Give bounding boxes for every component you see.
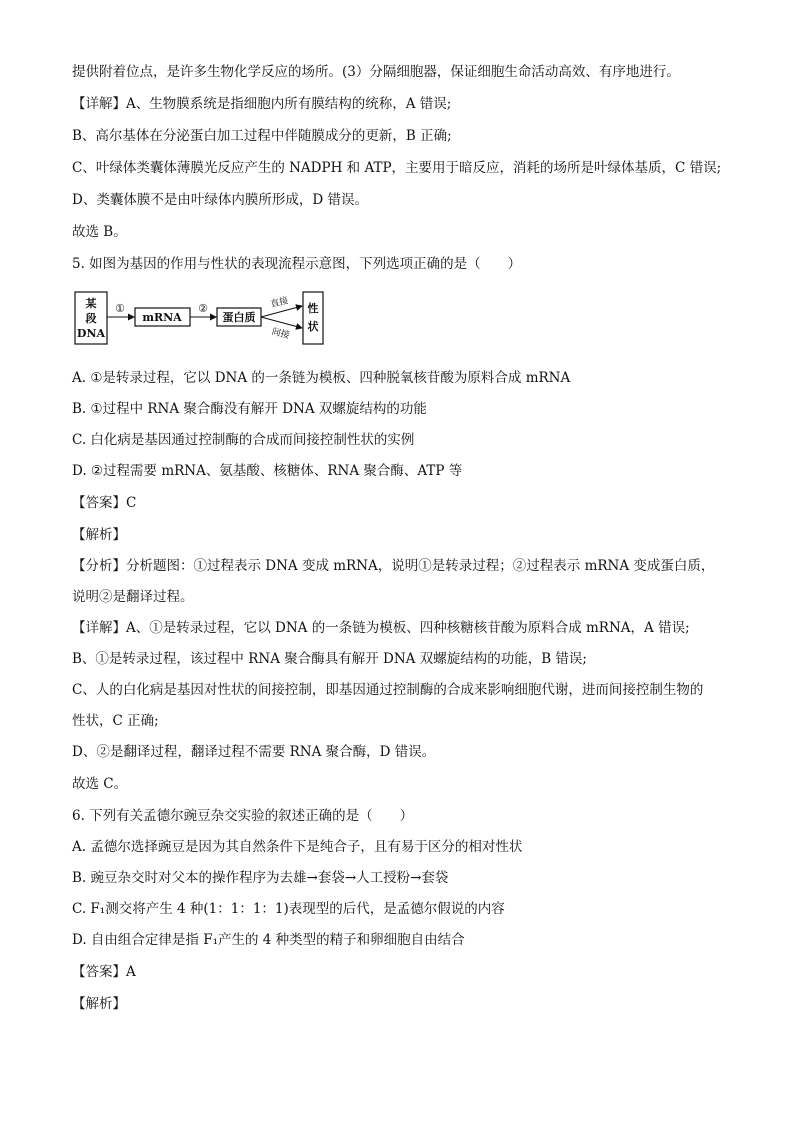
text-line: 故选 C。 bbox=[72, 776, 128, 792]
indirect-label: 间接 bbox=[270, 327, 291, 342]
trait-box bbox=[303, 292, 323, 344]
text-line: D、②是翻译过程，翻译过程不需要 RNA 聚合酶，D 错误。 bbox=[72, 744, 436, 760]
option-c: C. 白化病是基因通过控制酶的合成而间接控制性状的实例 bbox=[72, 432, 415, 448]
text-line: C、人的白化病是基因对性状的间接控制，即基因通过控制酶的合成来影响细胞代谢，进而间接控制生物的 bbox=[72, 682, 704, 698]
direct-label: 直接 bbox=[269, 296, 290, 311]
answer-label: 【答案】A bbox=[72, 964, 136, 980]
indirect-arrow bbox=[261, 317, 302, 328]
text-line: 性状，C 正确; bbox=[72, 713, 159, 729]
dna-box-line3: DNA bbox=[76, 327, 106, 340]
question-6-stem: 6. 下列有关孟德尔豌豆杂交实验的叙述正确的是（ ） bbox=[72, 808, 414, 824]
option-d: D. 自由组合定律是指 F₁产生的 4 种类型的精子和卵细胞自由结合 bbox=[72, 932, 465, 948]
option-b: B. ①过程中 RNA 聚合酶没有解开 DNA 双螺旋结构的功能 bbox=[72, 401, 427, 417]
analysis-label: 【解析】 bbox=[72, 527, 126, 543]
text-line: B、高尔基体在分泌蛋白加工过程中伴随膜成分的更新，B 正确; bbox=[72, 128, 452, 144]
question-5-stem: 5. 如图为基因的作用与性状的表现流程示意图，下列选项正确的是（ ） bbox=[72, 256, 522, 272]
protein-label: 蛋白质 bbox=[222, 311, 256, 324]
flow-diagram-svg bbox=[74, 286, 334, 348]
text-line: B、①是转录过程，该过程中 RNA 聚合酶具有解开 DNA 双螺旋结构的功能，B 错误; bbox=[72, 651, 587, 667]
option-b: B. 豌豆杂交时对父本的操作程序为去雄→套袋→人工授粉→套袋 bbox=[72, 870, 449, 886]
dna-box-line2: 段 bbox=[85, 312, 97, 325]
analysis-label: 【解析】 bbox=[72, 996, 126, 1012]
trait-box-line1: 性 bbox=[307, 302, 319, 315]
text-line: 【详解】A、①是转录过程，它以 DNA 的一条链为模板、四种核糖核苷酸为原料合成 mRNA，A 错误; bbox=[72, 620, 690, 636]
text-line: 说明②是翻译过程。 bbox=[72, 589, 194, 605]
trait-box-line2: 状 bbox=[307, 320, 319, 333]
text-line: 【分析】分析题图：①过程表示 DNA 变成 mRNA，说明①是转录过程；②过程表示 mRNA 变成蛋白质， bbox=[72, 558, 715, 574]
text-line: 提供附着位点，是许多生物化学反应的场所。(3）分隔细胞器，保证细胞生命活动高效、有序地进行。 bbox=[72, 64, 680, 80]
dna-box-line1: 某 bbox=[85, 297, 97, 310]
text-line: C、叶绿体类囊体薄膜光反应产生的 NADPH 和 ATP，主要用于暗反应，消耗的场所是叶绿体基质，C 错误; bbox=[72, 160, 722, 176]
text-line: D、类囊体膜不是由叶绿体内膜所形成，D 错误。 bbox=[72, 192, 368, 208]
text-line: 故选 B。 bbox=[72, 224, 127, 240]
text-line: 【详解】A、生物膜系统是指细胞内所有膜结构的统称，A 错误; bbox=[72, 96, 452, 112]
step-2-label: ② bbox=[198, 302, 208, 315]
option-a: A. ①是转录过程，它以 DNA 的一条链为模板、四种脱氧核苷酸为原料合成 mRNA bbox=[72, 370, 571, 386]
step-1-label: ① bbox=[115, 302, 125, 315]
option-c: C. F₁测交将产生 4 种(1：1：1：1)表现型的后代，是孟德尔假说的内容 bbox=[72, 901, 505, 917]
gene-expression-diagram bbox=[74, 286, 334, 348]
answer-label: 【答案】C bbox=[72, 495, 137, 511]
option-d: D. ②过程需要 mRNA、氨基酸、核糖体、RNA 聚合酶、ATP 等 bbox=[72, 463, 463, 479]
option-a: A. 孟德尔选择豌豆是因为其自然条件下是纯合子，且有易于区分的相对性状 bbox=[72, 839, 523, 855]
mrna-label: mRNA bbox=[142, 311, 182, 324]
